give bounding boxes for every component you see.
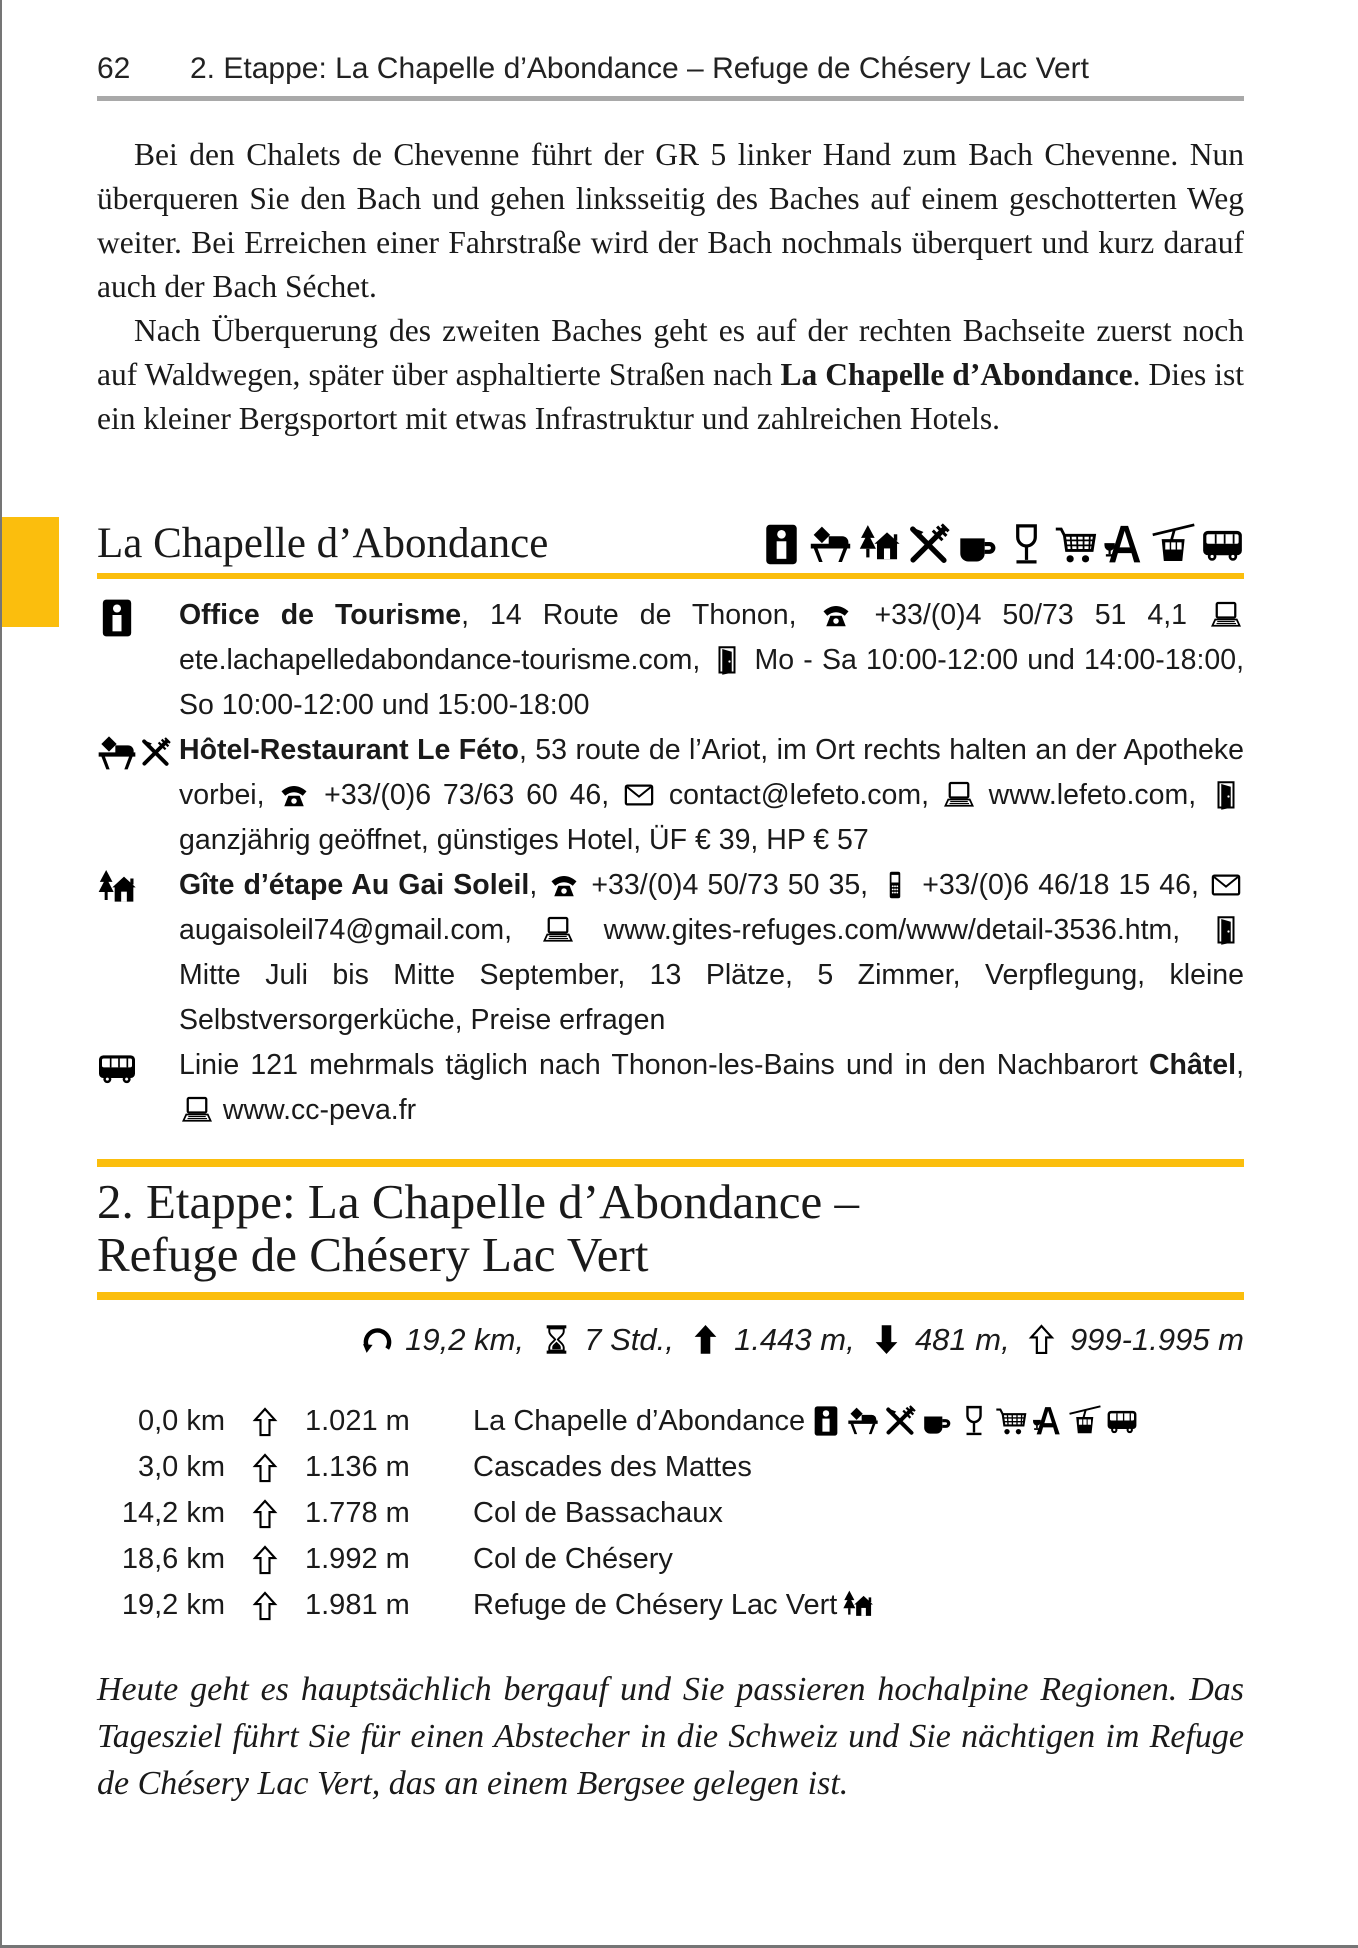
- entry-text: Linie 121 mehrmals täglich nach Thonon-les-Bains und in den Nachbarort Châtel, www.cc-peva.fr: [179, 1049, 1244, 1127]
- bold-text: Office de Tourisme: [179, 599, 462, 632]
- waypoint-name: Col de Bassachaux: [473, 1496, 723, 1529]
- gite-icon: [858, 523, 901, 566]
- bold-text: Gîte d’étape Au Gai Soleil: [179, 869, 530, 902]
- bar-icon: [1005, 523, 1048, 566]
- gite-icon: [842, 1589, 874, 1621]
- waypoint-distance: 19,2 km: [121, 1588, 225, 1621]
- stage-title: [97, 1167, 1244, 1292]
- pharmacy-icon: [1103, 523, 1146, 566]
- pharmacy-icon: [1032, 1405, 1064, 1437]
- entry-gutter-icons: [97, 728, 179, 863]
- phone-icon: [279, 780, 309, 810]
- place-title: La Chapelle d’Abondance: [97, 520, 549, 567]
- down-icon: [871, 1324, 902, 1355]
- phone-icon: [821, 600, 851, 630]
- phone-icon: [549, 870, 579, 900]
- route-icon: [362, 1324, 393, 1355]
- waypoint-name: Refuge de Chésery Lac Vert: [473, 1589, 874, 1622]
- mail-icon: [1211, 870, 1241, 900]
- stage-description: Heute geht es hauptsächlich bergauf und Sie passieren hochalpine Regionen. Das Tagesziel führt Sie für einen Abstecher in die Schweiz und Sie nächtigen im Refuge de Chésery Lac Vert, das an einem Bergsee gelegen ist.: [97, 1671, 1244, 1803]
- waypoint-row: [97, 1398, 1244, 1444]
- cafe-icon: [956, 523, 999, 566]
- restaurant-icon: [884, 1405, 916, 1437]
- stage-title-line2: Refuge de Chésery Lac Vert: [97, 1227, 649, 1283]
- entry-gutter-icons: [97, 863, 179, 1043]
- bus-icon: [1201, 523, 1244, 566]
- stage-rule-bottom: [97, 1292, 1244, 1300]
- waypoint-row: [97, 1490, 1244, 1536]
- entry-text: Hôtel-Restaurant Le Féto, 53 route de l’Ariot, im Ort rechts halten an der Apotheke vorbei, +33/(0)6 73/63 60 46, contact@lefeto.com, www.lefeto.com, ganzjährig geöffnet, günstiges Hotel, ÜF € 39, HP € 57: [179, 734, 1244, 857]
- web-icon: [1211, 600, 1241, 630]
- waypoint-elevation: 1.021 m: [305, 1404, 410, 1437]
- cart-icon: [995, 1405, 1027, 1437]
- info-entry-hotel: [97, 728, 1244, 863]
- place-amenity-icons: [754, 523, 1244, 566]
- waypoint-name: Cascades des Mattes: [473, 1450, 752, 1483]
- waypoint-row: [97, 1444, 1244, 1490]
- place-heading-rule: [97, 573, 1244, 579]
- door-icon: [1211, 780, 1241, 810]
- waypoint-distance: 3,0 km: [137, 1450, 225, 1483]
- bar-icon: [958, 1405, 990, 1437]
- restaurant-icon: [140, 737, 171, 768]
- entry-text: Office de Tourisme, 14 Route de Thonon, +33/(0)4 50/73 51 4,1 ete.lachapelledabondance-tourisme.com, Mo - Sa 10:00-12:00 und 14:00-18:00, So 10:00-12:00 und 15:00-18:00: [179, 599, 1244, 722]
- entry-text: Gîte d’étape Au Gai Soleil, +33/(0)4 50/73 50 35, +33/(0)6 46/18 15 46, augaisoleil74@gmail.com, www.gites-refuges.com/www/detail-3536.htm, Mitte Juli bis Mitte September, 13 Plätze, 5 Zimmer, Verpflegung, kleine Selbstversorgerküche, Preise erfragen: [179, 869, 1244, 1037]
- entry-gutter-icons: [97, 1043, 179, 1133]
- waypoint-distance: 18,6 km: [121, 1542, 225, 1575]
- bed-icon: [847, 1405, 879, 1437]
- intro-paragraph-1: Bei den Chalets de Chevenne führt der GR 5 linker Hand zum Bach Chevenne. Nun überqueren Sie den Bach und gehen linksseitig des Baches auf einem geschotterten Weg weiter. Bei Erreichen einer Fahrstraße wird der Bach nochmals überquert und kurz darauf auch der Bach Séchet.: [97, 137, 1244, 304]
- running-title: 2. Etappe: La Chapelle d’Abondance – Refuge de Chésery Lac Vert: [190, 52, 1089, 85]
- waypoint-elevation: 1.136 m: [305, 1450, 410, 1483]
- info-icon: [760, 523, 803, 566]
- door-icon: [712, 645, 742, 675]
- info-icon: [810, 1405, 842, 1437]
- waypoint-row: [97, 1582, 1244, 1628]
- web-icon: [543, 915, 573, 945]
- waypoint-row: [97, 1536, 1244, 1582]
- up-icon: [690, 1324, 721, 1355]
- info-entry-tourist-office: [97, 593, 1244, 728]
- bus-icon: [1106, 1405, 1138, 1437]
- web-icon: [944, 780, 974, 810]
- header-rule: [97, 96, 1244, 101]
- bus-icon: [97, 1048, 137, 1088]
- bed-icon: [97, 733, 137, 773]
- cablecar-icon: [1069, 1405, 1101, 1437]
- stage-title-line1: 2. Etappe: La Chapelle d’Abondance –: [97, 1174, 859, 1230]
- bold-text: Hôtel-Restaurant Le Féto: [179, 734, 519, 767]
- entry-gutter-icons: [97, 593, 179, 728]
- waypoint-distance: 0,0 km: [137, 1404, 225, 1437]
- place-heading-row: [97, 521, 1244, 566]
- door-icon: [1211, 915, 1241, 945]
- info-entry-bus: [97, 1043, 1244, 1133]
- elevation-icon: [250, 1453, 280, 1483]
- cafe-icon: [921, 1405, 953, 1437]
- cablecar-icon: [1152, 523, 1195, 566]
- info-entry-gite: [97, 863, 1244, 1043]
- web-icon: [182, 1095, 212, 1125]
- bold-text: La Chapelle d’Abondance: [780, 357, 1133, 392]
- waypoint-elevation: 1.981 m: [305, 1588, 410, 1621]
- cart-icon: [1054, 523, 1097, 566]
- intro-paragraph-2: Nach Überquerung des zweiten Baches geht es auf der rechten Bachseite zuerst noch auf Waldwegen, später über asphaltierte Straßen nach La Chapelle d’Abondance. Dies ist ein kleiner Bergsportort mit etwas Infrastruktur und zahlreichen Hotels.: [97, 313, 1244, 436]
- page-number: 62: [97, 52, 131, 85]
- chapter-tab-marker: [2, 517, 59, 627]
- stage-rule-top: [97, 1159, 1244, 1167]
- waypoint-elevation: 1.778 m: [305, 1496, 410, 1529]
- waypoint-elevation: 1.992 m: [305, 1542, 410, 1575]
- stage-stats: 19,2 km, 7 Std., 1.443 m, 481 m, 999-1.995 m: [97, 1322, 1244, 1358]
- elevation-icon: [250, 1591, 280, 1621]
- elevation-icon: [250, 1407, 280, 1437]
- bold-text: Châtel: [1148, 1049, 1237, 1082]
- updown-icon: [1026, 1324, 1057, 1355]
- waypoint-name: Col de Chésery: [473, 1542, 673, 1575]
- waypoint-distance: 14,2 km: [121, 1496, 225, 1529]
- waypoint-table: [97, 1398, 1244, 1628]
- info-icon: [97, 598, 137, 638]
- gite-icon: [97, 868, 137, 908]
- elevation-icon: [250, 1499, 280, 1529]
- mobile-icon: [880, 870, 910, 900]
- waypoint-name: La Chapelle d’Abondance: [473, 1405, 1138, 1438]
- bed-icon: [809, 523, 852, 566]
- hourglass-icon: [541, 1324, 572, 1355]
- mail-icon: [624, 780, 654, 810]
- page-header: [97, 52, 1244, 86]
- place-info-section: [97, 521, 1244, 1133]
- stage-section: [97, 1159, 1244, 1807]
- place-info-entries: [97, 593, 1244, 1133]
- restaurant-icon: [907, 523, 950, 566]
- elevation-icon: [250, 1545, 280, 1575]
